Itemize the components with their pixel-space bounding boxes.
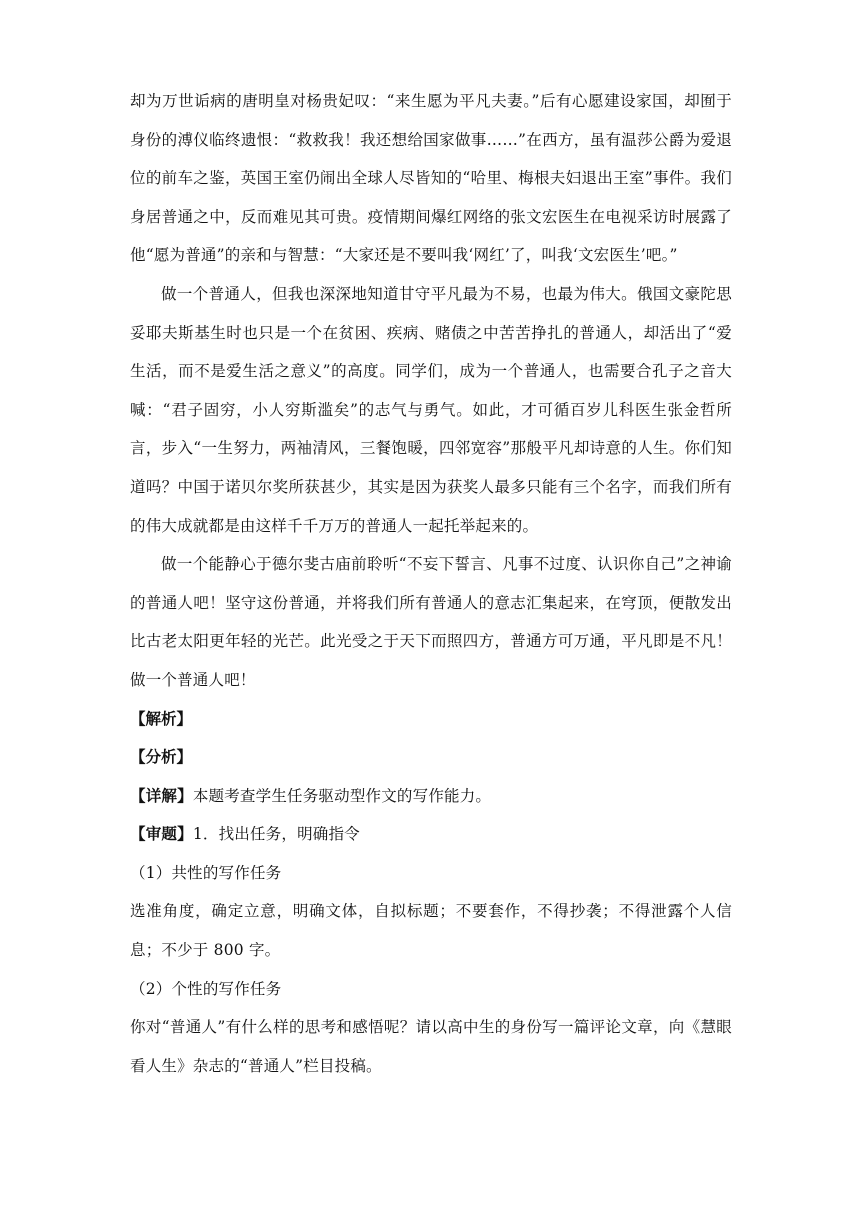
heading-fenxi: 【分析】	[130, 747, 193, 767]
task1-text: 选准角度，确定立意，明确文体，自拟标题；不要套作，不得抄袭；不得泄露个人信息；不少于 800 字。	[130, 902, 732, 960]
paragraph-conclusion: 做一个能静心于德尔斐古庙前聆听“不妄下誓言、凡事不过度、认识你自己”之神谕的普通人吧！坚守这份普通，并将我们所有普通人的意志汇集起来，在穹顶，便散发出比古老太阳更年轻的光芒。此光受之于天下而照四方，普通方可万通，平凡即是不凡！做一个普通人吧！	[130, 555, 732, 689]
review-label: 【审题】	[130, 824, 193, 844]
review-line	[130, 815, 732, 854]
heading-analysis: 【解析】	[130, 708, 193, 728]
detail-line	[130, 777, 732, 816]
paragraph-be-ordinary: 做一个普通人，但我也深深地知道甘守平凡最为不易，也最为伟大。俄国文豪陀思妥耶夫斯基生时也只是一个在贫困、疾病、赌债之中苦苦挣扎的普通人，却活出了“爱生活，而不是爱生活之意义”的高度。同学们，成为一个普通人，也需要合孔子之音大喊：“君子固穷，小人穷斯滥矣”的志气与勇气。如此，才可循百岁儿科医生张金哲所言，步入“一生努力，两袖清风，三餐饱暖，四邻宽容”那般平凡却诗意的人生。你们知道吗？中国于诺贝尔奖所获甚少，其实是因为获奖人最多只能有三个名字，而我们所有的伟大成就都是由这样千千万万的普通人一起托举起来的。	[130, 284, 732, 535]
review-text: 1．找出任务，明确指令	[192, 825, 360, 844]
detail-text: 本题考查学生任务驱动型作文的写作能力。	[192, 786, 492, 805]
paragraph-historical-examples: 却为万世诟病的唐明皇对杨贵妃叹：“来生愿为平凡夫妻。”后有心愿建设家国，却囿于身份的溥仪临终遗恨：“救救我！我还想给国家做事……”在西方，虽有温莎公爵为爱退位的前车之鉴，英国王室仍闹出全球人尽皆知的“哈里、梅根夫妇退出王室”事件。我们身居普通之中，反而难见其可贵。疫情期间爆红网络的张文宏医生在电视采访时展露了他“愿为普通”的亲和与智慧：“大家还是不要叫我‘网红’了，叫我‘文宏医生’吧。”	[130, 92, 732, 265]
task2-text: 你对“普通人”有什么样的思考和感悟呢？请以高中生的身份写一篇评论文章，向《慧眼看人生》杂志的“普通人”栏目投稿。	[130, 1018, 732, 1075]
detail-label: 【详解】	[130, 785, 193, 805]
task1-title: （1）共性的写作任务	[130, 863, 282, 882]
task2-title: （2）个性的写作任务	[130, 979, 282, 998]
